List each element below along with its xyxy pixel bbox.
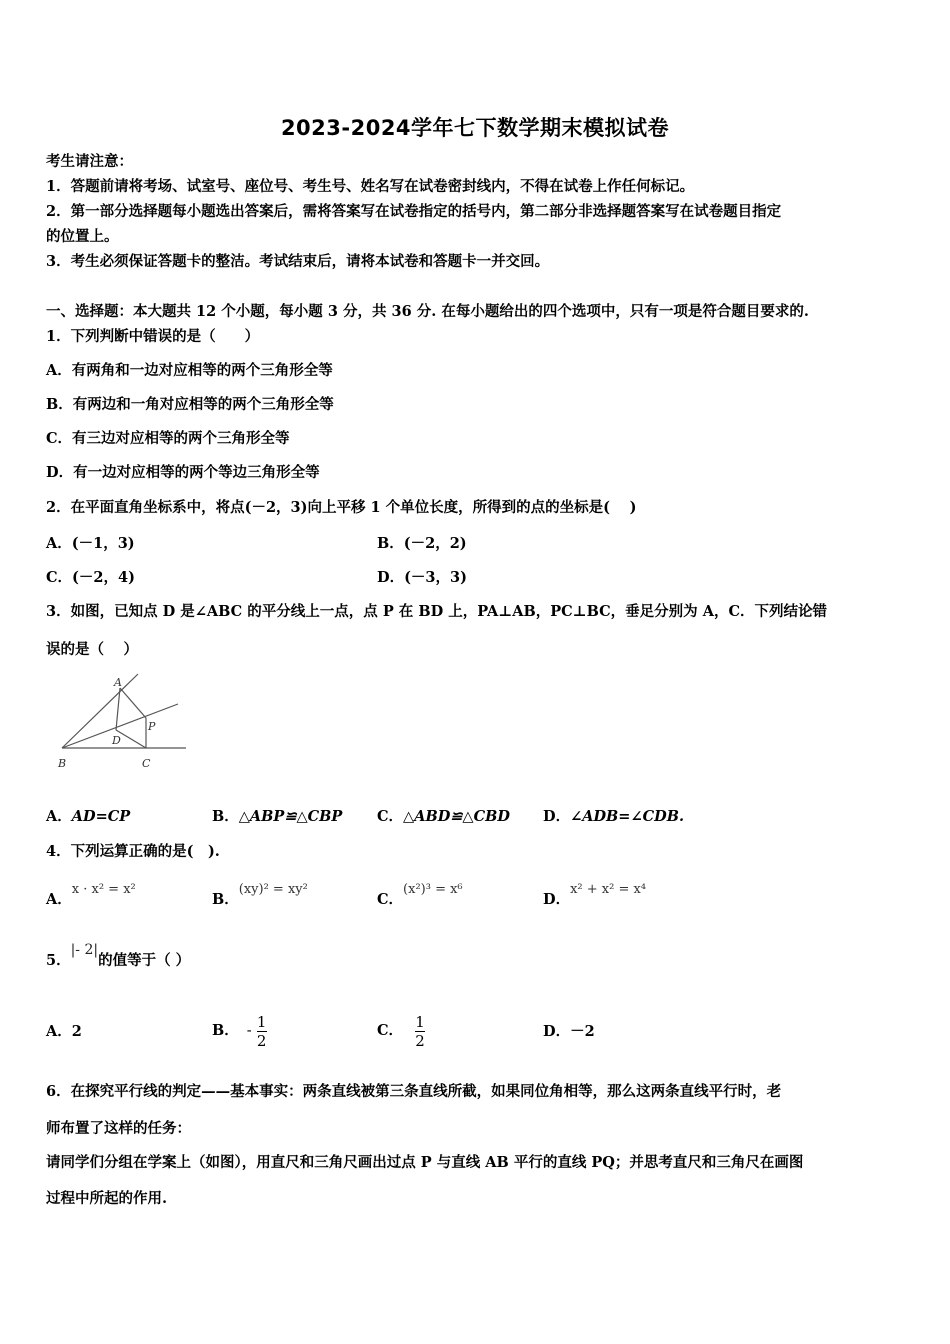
q3-stem-line1: 3．如图，已知点 D 是∠ABC 的平分线上一点，点 P 在 BD 上，PA⊥AB，PC⊥BC，垂足分别为 A，C．下列结论错: [46, 603, 827, 620]
q5-abs-expression: |- 2|: [70, 942, 99, 958]
q4-stem: 4．下列运算正确的是( ).: [46, 843, 220, 860]
q1-option-d: D．有一边对应相等的两个等边三角形全等: [46, 464, 320, 481]
q1-option-c: C．有三边对应相等的两个三角形全等: [46, 430, 290, 447]
q6-line4: 过程中所起的作用.: [46, 1190, 168, 1207]
page-title: 2023-2024学年七下数学期末模拟试卷: [280, 116, 670, 140]
q2-stem: 2．在平面直角坐标系中，将点(－2，3)向上平移 1 个单位长度，所得到的点的坐标是( ): [46, 499, 637, 516]
q3-option-a: A．AD=CP: [46, 808, 131, 825]
q4-option-c: C．(x²)³ = x⁶: [377, 882, 463, 908]
fraction-negative-half: $\frac{1}{2}$: [256, 1012, 267, 1050]
segment-ap: [120, 688, 146, 718]
q5-option-d: D．－2: [543, 1023, 595, 1040]
label-a: A: [114, 676, 122, 689]
q3-option-d: D．∠ADB=∠CDB.: [543, 808, 685, 825]
notice-item-1: 1．答题前请将考场、试室号、座位号、考生号、姓名写在试卷密封线内，不得在试卷上作任何标记。: [46, 178, 695, 195]
notice-item-2-cont: 的位置上。: [46, 228, 119, 245]
q1-stem: 1．下列判断中错误的是（ ）: [46, 328, 260, 345]
notice-item-2: 2．第一部分选择题每小题选出答案后，需将答案写在试卷指定的括号内，第二部分非选择题答案写在试卷题目指定: [46, 203, 782, 220]
q4-option-b: B．(xy)² = xy²: [212, 882, 308, 908]
q3-option-b: B．△ABP≌△CBP: [212, 808, 343, 825]
q5-option-b: B． - $\frac{1}{2}$: [212, 1012, 267, 1050]
label-b: B: [58, 757, 67, 770]
q6-line2: 师布置了这样的任务：: [46, 1120, 191, 1137]
q2-option-c: C．(－2，4): [46, 569, 135, 586]
q1-option-a: A．有两角和一边对应相等的两个三角形全等: [46, 362, 333, 379]
q4-option-a: A．x · x² = x²: [46, 882, 136, 908]
q3-figure: [46, 670, 196, 775]
q2-option-b: B．(－2，2): [377, 535, 467, 552]
q5-stem: 5．|- 2|的值等于（ ）: [46, 942, 191, 969]
q6-line3: 请同学们分组在学案上（如图），用直尺和三角尺画出过点 P 与直线 AB 平行的直线 PQ；并思考直尺和三角尺在画图: [46, 1154, 804, 1171]
label-p: P: [148, 720, 156, 733]
label-d: D: [112, 734, 121, 747]
q5-option-a: A．2: [46, 1023, 82, 1040]
q1-option-b: B．有两边和一角对应相等的两个三角形全等: [46, 396, 334, 413]
q2-option-a: A．(－1，3): [46, 535, 135, 552]
q4-option-d: D．x² + x² = x⁴: [543, 882, 647, 908]
label-c: C: [142, 757, 151, 770]
notice-heading: 考生请注意：: [46, 153, 133, 170]
section-heading: 一、选择题：本大题共 12 个小题，每小题 3 分，共 36 分. 在每小题给出的四个选项中，只有一项是符合题目要求的.: [46, 303, 809, 320]
q2-option-d: D．(－3，3): [377, 569, 467, 586]
q3-stem-line2: 误的是（ ）: [46, 641, 139, 658]
q6-line1: 6．在探究平行线的判定——基本事实：两条直线被第三条直线所截，如果同位角相等，那么这两条直线平行时，老: [46, 1083, 782, 1100]
fraction-half: $\frac{1}{2}$: [415, 1012, 425, 1050]
q3-option-c: C．△ABD≌△CBD: [377, 808, 510, 825]
q5-option-c: C． $\frac{1}{2}$: [377, 1012, 425, 1050]
notice-item-3: 3．考生必须保证答题卡的整洁。考试结束后，请将本试卷和答题卡一并交回。: [46, 253, 550, 270]
